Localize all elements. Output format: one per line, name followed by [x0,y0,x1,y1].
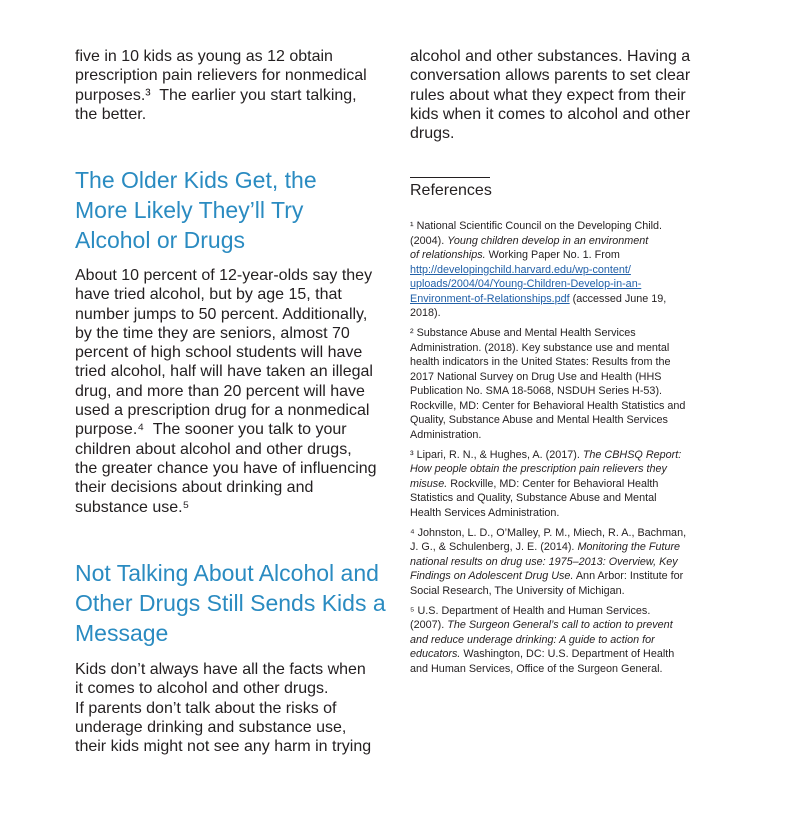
reference-title-text: and reduce underage drinking: A guide to action for [410,633,655,646]
references-divider [410,177,490,178]
reference-line [410,506,750,521]
reference-line [410,355,750,370]
paragraph-line: percent of high school students will have [75,344,363,362]
reference-text: 2018). [410,307,441,319]
right-column-continuation-paragraph [410,47,690,143]
reference-text: Administration. [410,428,482,441]
reference-line [410,662,750,677]
left-column-intro-paragraph [75,47,367,124]
paragraph-line: prescription pain relievers for nonmedical [75,67,367,85]
reference-text: 2017 National Survey on Drug Use and Health (HHS [410,370,662,383]
reference-line [410,428,750,443]
reference-line [410,413,750,428]
paragraph-line: underage drinking and substance use, [75,718,347,736]
reference-item-4 [410,526,750,599]
reference-text: (2007). [410,619,448,631]
paragraph-line: tried alcohol, half will have taken an illegal [75,363,373,381]
reference-title-text: How people obtain the prescription pain relievers they [410,463,667,475]
reference-item-1 [410,219,750,321]
paragraph-line: kids when it comes to alcohol and other [410,105,691,123]
reference-line [410,555,750,570]
reference-title-text: Findings on Adolescent Drug Use. [410,570,574,582]
reference-url-link[interactable]: uploads/2004/04/Young-Children-Develop-in-an- [410,278,642,290]
paragraph-line: rules about what they expect from their [410,86,686,104]
references-heading: References [410,182,492,199]
reference-line [410,263,750,278]
reference-title-text: national results on drug use: 1975–2013: Overview, Key [410,555,678,568]
reference-line [410,540,750,555]
reference-title-text: Young children develop in an environment [447,234,649,247]
reference-line [410,234,750,249]
reference-line [410,306,750,321]
section-heading-line: More Likely They’ll Try [75,197,304,223]
paragraph-line: their decisions about drinking and [75,479,314,497]
reference-line [410,326,750,341]
section-heading-not-talking [75,558,386,648]
paragraph-line: drug, and more than 20 percent will have [75,382,365,400]
reference-text: ⁵ U.S. Department of Health and Human Services. [410,604,651,617]
reference-line [410,584,750,599]
reference-line [410,384,750,399]
reference-url-link[interactable]: Environment-of-Relationships.pdf [410,292,570,305]
section-heading-line: The Older Kids Get, the [75,167,317,193]
paragraph-line: the better. [75,105,147,123]
reference-text: Administration. (2018). Key substance use and mental [410,341,670,354]
section-heading-older-kids [75,165,317,255]
reference-text: Working Paper No. 1. From [485,249,620,261]
paragraph-line: their kids might not see any harm in trying [75,738,372,756]
reference-title-text: The CBHSQ Report: [582,448,682,461]
reference-title-text: Monitoring the Future [577,541,681,553]
paragraph-line: number jumps to 50 percent. Additionally, [75,305,368,323]
reference-text: Social Research, The University of Michigan. [410,584,625,597]
reference-text: Health Services Administration. [410,506,560,519]
reference-line [410,526,750,541]
reference-line [410,647,750,662]
reference-text: Rockville, MD: Center for Behavioral Health Statistics and [410,399,686,412]
reference-line [410,370,750,385]
right-column [410,0,750,832]
paragraph-line: About 10 percent of 12-year-olds say they [75,267,373,284]
paragraph-line: by the time they are seniors, almost 70 [75,324,350,342]
section-paragraph-older-kids [75,266,377,517]
paragraph-line: substance use.⁵ [75,498,190,516]
reference-text: ³ Lipari, R. N., & Hughes, A. (2017). [410,448,583,461]
reference-line [410,462,750,477]
reference-url-link[interactable]: http://developingchild.harvard.edu/wp-content/ [410,263,631,276]
reference-line [410,399,750,414]
reference-line [410,292,750,307]
reference-text: (2004). [410,234,448,247]
paragraph-line: drugs. [410,125,455,143]
left-column [75,0,395,832]
paragraph-line: purpose.⁴ The sooner you talk to your [75,421,347,439]
reference-line [410,219,750,234]
reference-item-5 [410,604,750,677]
reference-title-text: of relationships. [410,249,486,261]
reference-text: Statistics and Quality, Substance Abuse and Mental [410,492,657,504]
reference-text: ² Substance Abuse and Mental Health Services [410,327,636,339]
reference-text: Rockville, MD: Center for Behavioral Health [447,477,659,490]
paragraph-line: five in 10 kids as young as 12 obtain [75,48,333,65]
reference-text: ⁴ Johnston, L. D., O’Malley, P. M., Miech, R. A., Bachman, [410,526,687,539]
reference-text: (accessed June 19, [569,292,667,305]
reference-line [410,477,750,492]
section-heading-line: Other Drugs Still Sends Kids a [75,590,386,616]
reference-text: ¹ National Scientific Council on the Developing Child. [410,220,663,232]
paragraph-line: children about alcohol and other drugs, [75,440,352,458]
reference-title-text: The Surgeon General’s call to action to prevent [447,619,673,631]
reference-line [410,604,750,619]
reference-line [410,448,750,463]
reference-title-text: educators. [410,648,461,660]
section-paragraph-not-talking [75,660,371,756]
reference-text: Ann Arbor: Institute for [573,570,684,582]
paragraph-line: have tried alcohol, but by age 15, that [75,286,342,304]
paragraph-line: alcohol and other substances. Having a [410,48,691,65]
paragraph-line: used a prescription drug for a nonmedical [75,402,370,420]
reference-item-2 [410,326,750,442]
paragraph-line: it comes to alcohol and other drugs. [75,680,329,698]
reference-line [410,633,750,648]
reference-text: and Human Services, Office of the Surgeon General. [410,662,663,675]
reference-line [410,277,750,292]
reference-line [410,248,750,263]
section-heading-line: Message [75,620,169,646]
reference-text: Washington, DC: U.S. Department of Health [460,648,675,660]
section-heading-line: Not Talking About Alcohol and [75,560,379,586]
reference-line [410,569,750,584]
paragraph-line: If parents don’t talk about the risks of [75,699,337,717]
paragraph-line: purposes.³ The earlier you start talking, [75,86,357,104]
paragraph-line: Kids don’t always have all the facts when [75,661,366,678]
reference-text: Quality, Substance Abuse and Mental Health Services [410,414,668,426]
reference-line [410,491,750,506]
reference-item-3 [410,448,750,521]
reference-line [410,341,750,356]
reference-text: health indicators in the United States: Results from the [410,356,671,368]
paragraph-line: conversation allows parents to set clear [410,67,691,85]
reference-text: Publication No. SMA 18-5068, NSDUH Series H-53). [410,385,663,397]
paragraph-line: the greater chance you have of influencing [75,459,377,477]
section-heading-line: Alcohol or Drugs [75,227,246,253]
reference-title-text: misuse. [410,477,448,490]
reference-text: J. G., & Schulenberg, J. E. (2014). [410,541,578,553]
references-list [410,219,750,682]
reference-line [410,618,750,633]
